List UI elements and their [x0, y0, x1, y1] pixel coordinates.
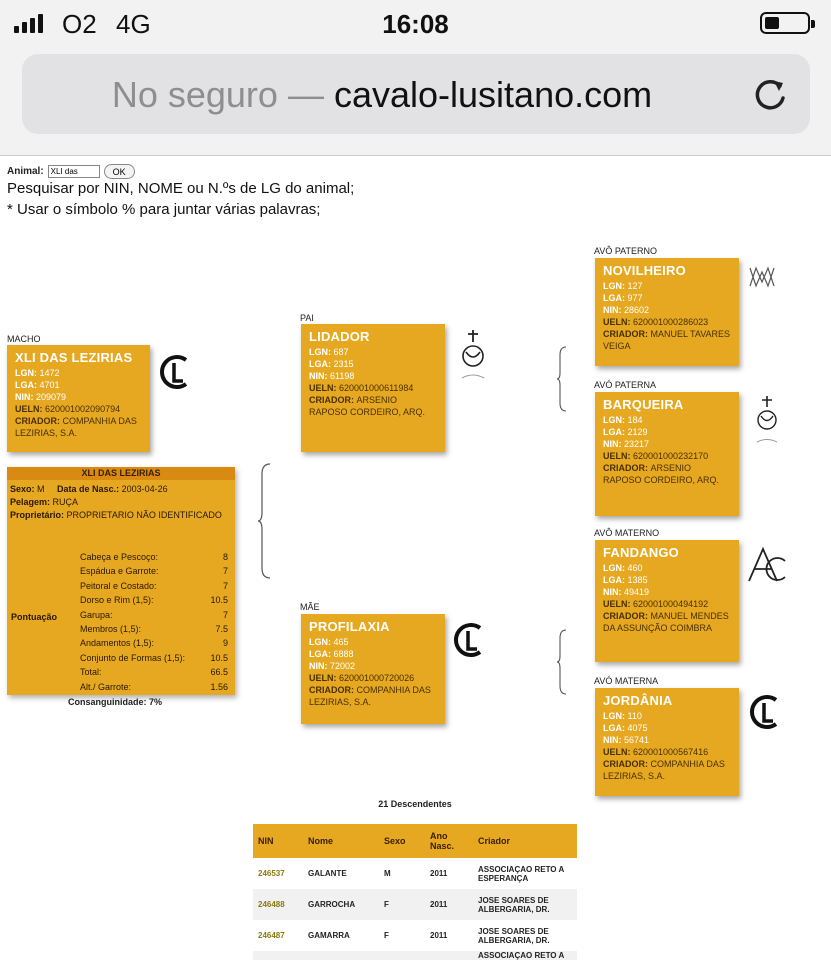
- nin-value: 23217: [624, 439, 650, 449]
- descendants-title: 21 Descendentes: [378, 799, 452, 809]
- horse-detail-panel: [7, 467, 235, 695]
- network-type: 4G: [116, 9, 151, 39]
- score-row: Garupa: 7: [80, 609, 228, 620]
- lgn-value: 1472: [39, 368, 60, 378]
- col-sexo: Sexo: [379, 824, 425, 858]
- ueln-label: UELN:: [309, 383, 337, 393]
- table-row[interactable]: [253, 951, 577, 960]
- nin-label: NIN:: [15, 392, 34, 402]
- ueln-value: 620001000567416: [633, 747, 709, 757]
- horse-name: BARQUEIRA: [603, 397, 684, 412]
- row-criador: JOSE SOARES DE ALBERGARIA, DR.: [478, 926, 550, 945]
- lgn-label: LGN:: [309, 347, 331, 357]
- ueln-label: UELN:: [603, 599, 631, 609]
- battery-icon: [760, 12, 810, 34]
- ueln-value: 620001000611984: [339, 383, 414, 393]
- criador-value: COMPANHIA DAS LEZIRIAS, S.A.: [15, 416, 137, 438]
- browser-toolbar: [0, 44, 831, 156]
- criador-label: CRIADOR:: [15, 416, 60, 426]
- row-ano: 2011: [425, 889, 473, 920]
- table-row[interactable]: [253, 889, 577, 920]
- nin-value: 72002: [330, 661, 356, 671]
- pedigree-bracket: [556, 345, 568, 413]
- criador-value: COMPANHIA DAS LEZIRIAS, S.A.: [603, 759, 725, 781]
- ueln-label: UELN:: [603, 451, 631, 461]
- ueln-value: 620001000232170: [633, 451, 709, 461]
- lga-label: LGA:: [603, 575, 625, 585]
- pedigree-bracket: [556, 628, 568, 696]
- reload-icon[interactable]: [748, 72, 792, 116]
- ueln-value: 620001000494192: [633, 599, 709, 609]
- lga-value: 6888: [333, 649, 354, 659]
- nin-value: 61198: [330, 371, 355, 381]
- lgn-label: LGN:: [309, 637, 331, 647]
- ueln-value: 620001000286023: [633, 317, 709, 327]
- score-row: Total: 66.5: [80, 667, 228, 678]
- nin-label: NIN:: [309, 661, 328, 671]
- carrier-name: O2: [62, 9, 97, 39]
- cross-crescent-brand-icon: [456, 328, 490, 386]
- score-list: [80, 550, 228, 694]
- score-row: Dorso e Rim (1,5): 10.5: [80, 595, 228, 606]
- ok-button[interactable]: OK: [104, 164, 135, 179]
- pelagem-label: Pelagem:: [10, 497, 51, 507]
- lgn-value: 687: [333, 347, 349, 357]
- security-label: No seguro: [111, 74, 278, 115]
- score-row: Alt./ Garrote: 1.56: [80, 681, 228, 692]
- criador-value: MANUEL MENDES DA ASSUNÇÃO COIMBRA: [603, 611, 729, 633]
- pelagem-value: RUÇA: [52, 497, 79, 507]
- nasc-value: 2003-04-26: [121, 484, 168, 494]
- row-criador: JOSE SOARES DE ALBERGARIA, DR.: [473, 889, 577, 920]
- horse-card-paternal-grandsire[interactable]: [595, 258, 739, 366]
- lgn-value: 460: [627, 563, 643, 573]
- row-nome: [303, 951, 379, 960]
- mw-brand-icon: [748, 264, 776, 290]
- row-criador: ASSOCIAÇAO RETO A ESPERANÇA: [478, 864, 564, 883]
- nasc-label: Data de Nasc.:: [57, 484, 120, 494]
- sexo-value: M: [37, 484, 45, 494]
- table-row[interactable]: [253, 920, 577, 951]
- nin-value: 209079: [36, 392, 67, 402]
- row-sexo: F: [384, 931, 389, 940]
- criador-label: CRIADOR:: [603, 611, 648, 621]
- lga-label: LGA:: [603, 427, 625, 437]
- horse-card-paternal-granddam[interactable]: [595, 392, 739, 516]
- role-avo-paterna: AVÓ PATERNA: [594, 380, 657, 390]
- row-nin[interactable]: [253, 951, 303, 960]
- nin-label: NIN:: [603, 735, 622, 745]
- row-nome: GAMARRA: [308, 931, 350, 940]
- row-nin[interactable]: 246488: [253, 889, 303, 920]
- horse-card-subject[interactable]: [7, 345, 150, 452]
- row-ano: 2011: [430, 869, 448, 878]
- ueln-label: UELN:: [603, 317, 631, 327]
- ueln-label: UELN:: [15, 404, 43, 414]
- url-text[interactable]: [22, 74, 742, 116]
- detail-header: XLI DAS LEZIRIAS: [7, 467, 235, 480]
- table-row[interactable]: [253, 858, 577, 889]
- row-sexo: F: [379, 889, 425, 920]
- horse-card-maternal-granddam[interactable]: [595, 688, 739, 796]
- role-macho: MACHO: [7, 334, 41, 344]
- nin-value: 28602: [624, 305, 650, 315]
- lgn-value: 110: [627, 711, 642, 721]
- role-avo-paterno: AVÔ PATERNO: [594, 246, 658, 256]
- row-nin[interactable]: 246487: [258, 931, 285, 940]
- criador-label: CRIADOR:: [309, 685, 354, 695]
- lga-value: 4075: [627, 723, 648, 733]
- row-sexo: [379, 951, 425, 960]
- ueln-value: 620001000720026: [339, 673, 415, 683]
- horse-name: JORDÂNIA: [603, 693, 673, 708]
- score-row: Andamentos (1,5): 9: [80, 638, 228, 649]
- col-ano-nasc: Ano Nasc.: [425, 824, 473, 858]
- lgn-label: LGN:: [15, 368, 37, 378]
- proprietario-label: Proprietário:: [10, 510, 65, 520]
- role-pai: PAI: [300, 313, 314, 323]
- role-avo-materno: AVÔ MATERNO: [594, 528, 660, 538]
- col-nome: Nome: [303, 824, 379, 858]
- lgn-label: LGN:: [603, 281, 625, 291]
- cl-brand-icon: [156, 352, 196, 392]
- row-criador: ASSOCIAÇAO RETO A: [473, 951, 577, 960]
- search-label: Animal:: [7, 166, 44, 177]
- row-nome: GALANTE: [308, 869, 347, 878]
- horse-card-dam[interactable]: [301, 614, 445, 724]
- criador-label: CRIADOR:: [603, 463, 648, 473]
- lga-label: LGA:: [603, 723, 625, 733]
- lga-value: 2129: [627, 427, 648, 437]
- horse-card-sire[interactable]: [301, 324, 445, 452]
- criador-value: ARSENIO RAPOSO CORDEIRO, ARQ.: [309, 395, 426, 417]
- domain-text: cavalo-lusitano.com: [333, 74, 653, 115]
- url-separator: —: [287, 74, 324, 115]
- row-nin[interactable]: 246537: [258, 869, 285, 878]
- lgn-value: 184: [627, 415, 643, 425]
- criador-value: COMPANHIA DAS LEZIRIAS, S.A.: [309, 685, 431, 707]
- consanguinidade: Consanguinidade: 7%: [68, 697, 163, 707]
- role-mae: MÃE: [300, 602, 320, 612]
- lgn-value: 465: [333, 637, 349, 647]
- criador-value: MANUEL TAVARES VEIGA: [603, 329, 731, 351]
- score-row: Espádua e Garrote: 7: [80, 566, 228, 577]
- lga-label: LGA:: [309, 649, 331, 659]
- horse-name: FANDANGO: [603, 545, 679, 560]
- table-header-row: [253, 824, 577, 858]
- row-sexo: M: [384, 869, 391, 878]
- search-hint-wildcard: * Usar o símbolo % para juntar várias palavras;: [7, 201, 321, 218]
- horse-name: NOVILHEIRO: [603, 263, 686, 278]
- status-time: 16:08: [382, 9, 449, 39]
- pedigree-bracket: [258, 462, 272, 580]
- nin-label: NIN:: [309, 371, 328, 381]
- status-bar: [0, 0, 831, 44]
- ueln-label: UELN:: [309, 673, 337, 683]
- criador-label: CRIADOR:: [309, 395, 354, 405]
- cross-crescent-brand-icon: [752, 394, 782, 450]
- address-bar[interactable]: [22, 54, 810, 134]
- lgn-label: LGN:: [603, 563, 625, 573]
- ac-brand-icon: [745, 545, 789, 585]
- row-ano: [425, 951, 473, 960]
- horse-name: XLI DAS LEZIRIAS: [15, 350, 133, 365]
- pontuacao-label: Pontuação: [11, 612, 58, 622]
- score-row: Membros (1,5): 7.5: [80, 624, 228, 635]
- lgn-label: LGN:: [603, 711, 625, 721]
- score-row: Cabeça e Pescoço: 8: [80, 552, 228, 562]
- cl-brand-icon: [746, 692, 786, 732]
- nin-value: 49419: [624, 587, 650, 597]
- lga-label: LGA:: [603, 293, 625, 303]
- horse-name: PROFILAXIA: [309, 619, 390, 634]
- nin-value: 56741: [624, 735, 650, 745]
- cl-brand-icon: [450, 620, 490, 660]
- proprietario-value: PROPRIETARIO NÃO IDENTIFICADO: [66, 510, 222, 520]
- descendants-table: [253, 824, 577, 960]
- ueln-value: 620001002090794: [45, 404, 121, 414]
- criador-value: ARSENIO RAPOSO CORDEIRO, ARQ.: [603, 463, 720, 485]
- lga-label: LGA:: [309, 359, 331, 369]
- criador-label: CRIADOR:: [603, 759, 648, 769]
- nin-label: NIN:: [603, 305, 622, 315]
- lga-label: LGA:: [15, 380, 37, 390]
- search-form: [7, 164, 135, 179]
- sexo-label: Sexo:: [10, 484, 35, 494]
- lgn-label: LGN:: [603, 415, 625, 425]
- lgn-value: 127: [627, 281, 643, 291]
- nin-label: NIN:: [603, 439, 622, 449]
- lga-value: 2315: [333, 359, 354, 369]
- col-criador: Criador: [473, 824, 577, 858]
- horse-card-maternal-grandsire[interactable]: [595, 540, 739, 662]
- criador-label: CRIADOR:: [603, 329, 648, 339]
- horse-name: LIDADOR: [309, 329, 370, 344]
- lga-value: 977: [627, 293, 643, 303]
- row-ano: 2011: [430, 931, 448, 940]
- role-avo-materna: AVÓ MATERNA: [594, 676, 659, 686]
- nin-label: NIN:: [603, 587, 622, 597]
- score-row: Conjunto de Formas (1,5): 10.5: [80, 652, 228, 663]
- search-hint: Pesquisar por NIN, NOME ou N.ºs de LG do animal;: [7, 180, 355, 197]
- ueln-label: UELN:: [603, 747, 631, 757]
- row-nome: GARROCHA: [303, 889, 379, 920]
- col-nin: NIN: [253, 824, 303, 858]
- lga-value: 4701: [39, 380, 60, 390]
- score-row: Peitoral e Costado: 7: [80, 580, 228, 591]
- lga-value: 1385: [627, 575, 648, 585]
- search-input[interactable]: [48, 165, 100, 178]
